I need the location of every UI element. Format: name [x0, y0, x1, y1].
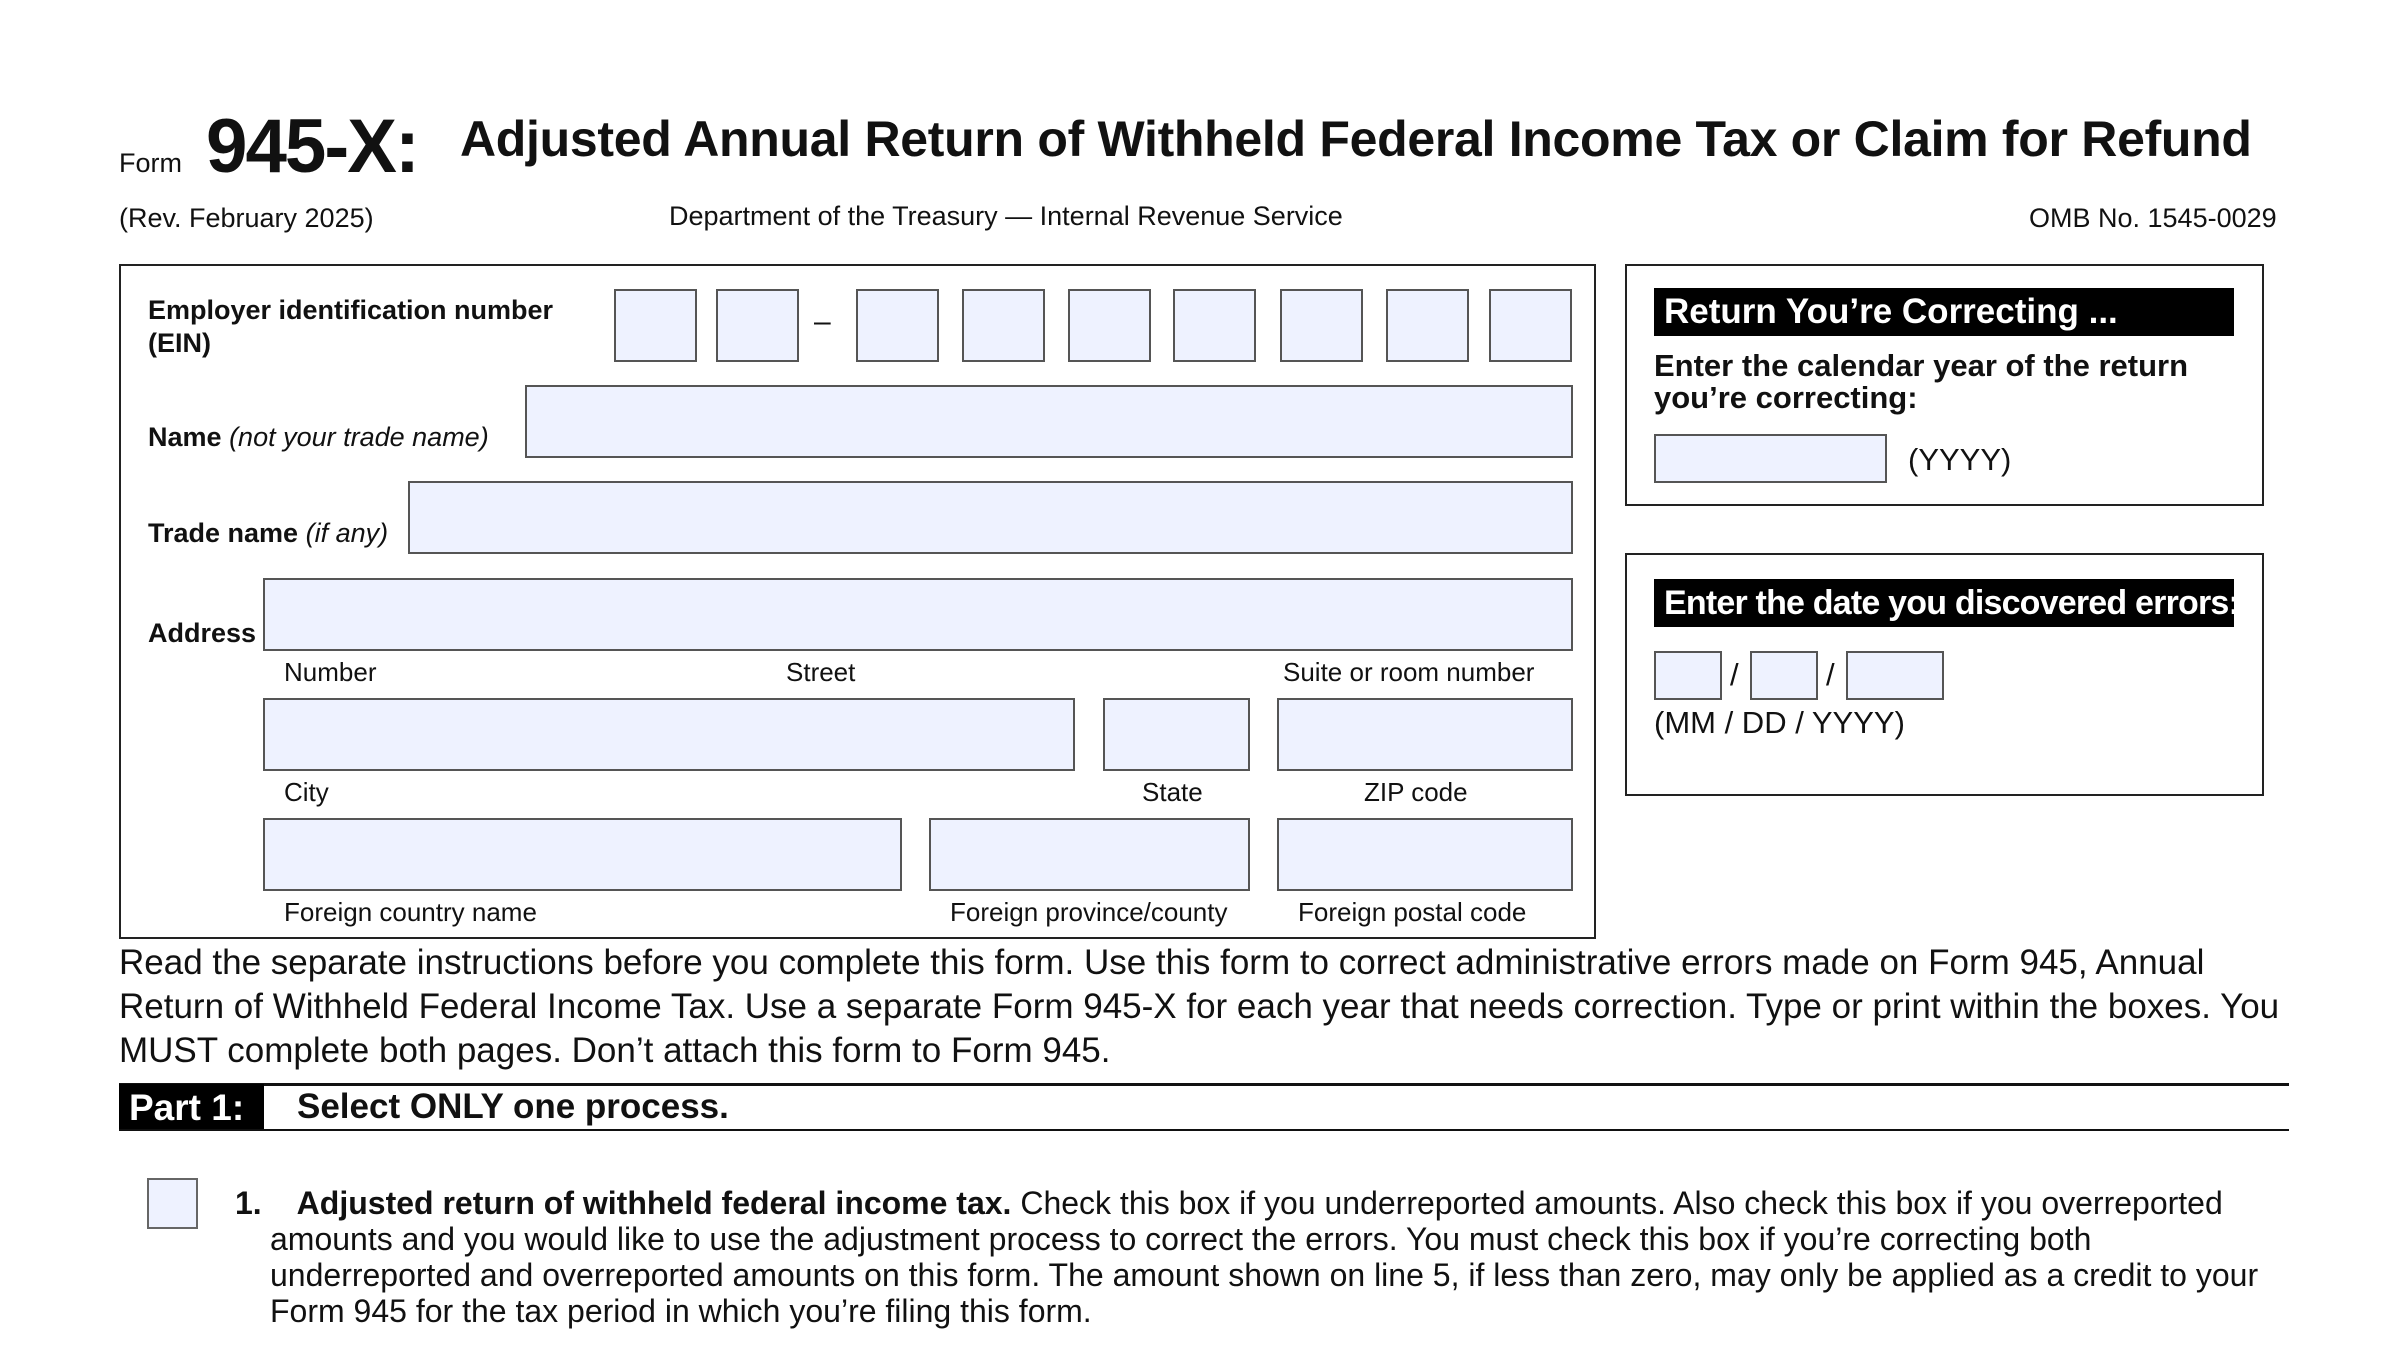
ein-label: Employer identification number	[148, 295, 554, 325]
omb-number: OMB No. 1545-0029	[2029, 203, 2277, 233]
trade-name-note: (if any)	[305, 518, 389, 548]
part1-rule-bottom	[119, 1129, 2289, 1131]
ein-digit-1[interactable]	[614, 289, 697, 362]
year-format-hint: (YYYY)	[1908, 442, 2012, 477]
foreign-country-label: Foreign country name	[284, 897, 537, 927]
ein-label-abbr: (EIN)	[148, 328, 211, 358]
ein-digit-9[interactable]	[1489, 289, 1572, 362]
trade-name-label: Trade name (if any)	[148, 518, 389, 548]
state-field[interactable]	[1103, 698, 1250, 771]
discovered-errors-header: Enter the date you discovered errors:	[1654, 579, 2234, 627]
date-slash-1: /	[1730, 657, 1739, 692]
street-label: Street	[786, 657, 856, 687]
ein-digit-4[interactable]	[962, 289, 1045, 362]
foreign-postal-field[interactable]	[1277, 818, 1573, 891]
name-field[interactable]	[525, 385, 1573, 458]
address-label: Address	[148, 618, 257, 648]
ein-digit-2[interactable]	[716, 289, 799, 362]
name-note: (not your trade name)	[229, 422, 489, 452]
instructions-paragraph: Read the separate instructions before you complete this form. Use this form to correct administrative errors made on Form 945, Annual Return of Withheld Federal Income Tax. Use a separate Form 945-X for each year that needs correction. Type or print within the boxes. You MUST complete both pages. Don’t attach this form to Form 945.	[119, 943, 2280, 1070]
zip-label: ZIP code	[1364, 777, 1468, 807]
trade-name-field[interactable]	[408, 481, 1573, 554]
line1-checkbox[interactable]	[147, 1178, 198, 1229]
form-revision: (Rev. February 2025)	[119, 203, 374, 233]
foreign-province-field[interactable]	[929, 818, 1250, 891]
city-label: City	[284, 777, 329, 807]
foreign-postal-label: Foreign postal code	[1298, 897, 1527, 927]
ein-digit-8[interactable]	[1386, 289, 1469, 362]
line1-body: Check this box if you underreported amounts. Also check this box if you overreported amounts and you would like to use the adjustment process to correct the errors. You must check this box if you’re correcting both underreported and overreported amounts on this form. The amount shown on line 5, if less than zero, may only be applied as a credit to your Form 945 for the tax period in which you’re filing this form.	[270, 1185, 2259, 1329]
part1-title: Select ONLY one process.	[297, 1087, 729, 1126]
line1-number: 1.	[235, 1185, 262, 1221]
discovered-day-field[interactable]	[1750, 651, 1818, 700]
ein-dash: –	[814, 305, 831, 338]
form-number: 945-X:	[206, 104, 418, 189]
discovered-month-field[interactable]	[1654, 651, 1722, 700]
zip-field[interactable]	[1277, 698, 1573, 771]
line1-heading: Adjusted return of withheld federal income tax.	[296, 1185, 1012, 1221]
department-line: Department of the Treasury — Internal Revenue Service	[669, 201, 1343, 231]
form-word: Form	[119, 148, 182, 178]
correcting-prompt-line1: Enter the calendar year of the return	[1654, 348, 2189, 383]
discovered-year-field[interactable]	[1846, 651, 1944, 700]
correcting-prompt-line2: you’re correcting:	[1654, 380, 1918, 415]
number-label: Number	[284, 657, 377, 687]
ein-digit-5[interactable]	[1068, 289, 1151, 362]
correcting-year-field[interactable]	[1654, 434, 1887, 483]
city-field[interactable]	[263, 698, 1075, 771]
form-title: Adjusted Annual Return of Withheld Federal Income Tax or Claim for Refund	[460, 111, 2252, 167]
ein-digit-7[interactable]	[1280, 289, 1363, 362]
address-street-field[interactable]	[263, 578, 1573, 651]
state-label: State	[1142, 777, 1203, 807]
foreign-country-field[interactable]	[263, 818, 902, 891]
ein-digit-6[interactable]	[1173, 289, 1256, 362]
part1-tag: Part 1:	[119, 1084, 264, 1131]
return-correcting-header: Return You’re Correcting ...	[1654, 288, 2234, 336]
suite-label: Suite or room number	[1283, 657, 1535, 687]
ein-digit-3[interactable]	[856, 289, 939, 362]
date-format-hint: (MM / DD / YYYY)	[1654, 705, 1905, 740]
part1-rule-top	[119, 1083, 2289, 1086]
line1-description	[270, 1185, 2270, 1329]
name-label: Name (not your trade name)	[148, 422, 489, 452]
date-slash-2: /	[1826, 657, 1835, 692]
foreign-province-label: Foreign province/county	[950, 897, 1228, 927]
